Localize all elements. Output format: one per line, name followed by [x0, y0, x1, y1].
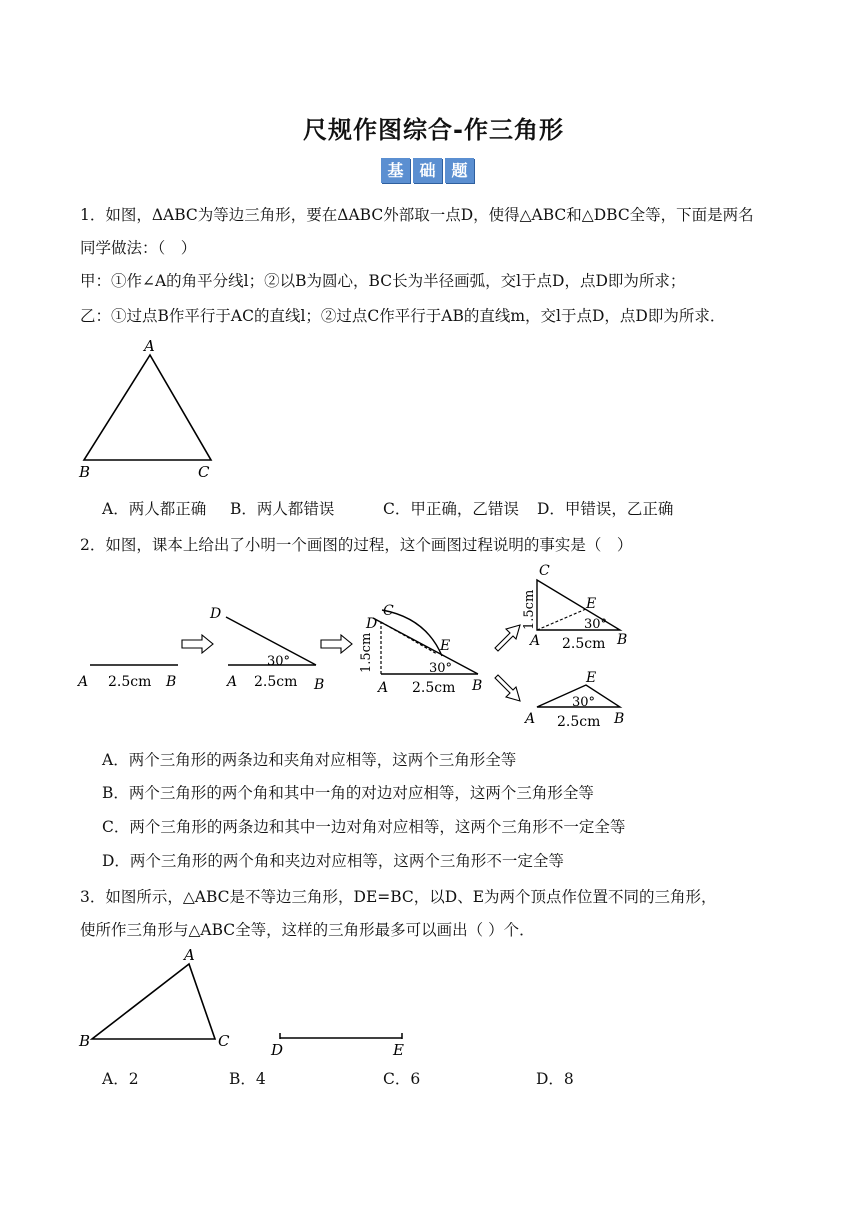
triangle-abc	[84, 355, 211, 460]
arrow-icon	[182, 635, 213, 653]
q1-line-3: 甲：①作∠A的角平分线l；②以B为圆心，BC长为半径画弧，交l于点D，点D即为所求；	[80, 272, 686, 290]
label-c: C	[383, 603, 394, 619]
label-c: C	[198, 463, 210, 481]
label-a: A	[184, 946, 195, 964]
label-a: A	[530, 633, 541, 649]
label-c: C	[539, 563, 550, 579]
q1-option-a[interactable]: A．两人都正确	[102, 500, 207, 518]
q3-line-1: 3．如图所示，△ABC是不等边三角形，DE=BC，以D、E为两个顶点作位置不同的三角形，	[80, 888, 717, 906]
label-d: D	[210, 606, 222, 622]
label-len: 2.5cm	[557, 714, 601, 730]
q1-line-4: 乙：①过点B作平行于AC的直线l；②过点C作平行于AB的直线m，交l于点D，点D即为所求．	[80, 307, 726, 325]
q1-line-2: 同学做法：（ ）	[80, 239, 197, 257]
label-c: C	[218, 1032, 230, 1050]
label-e: E	[393, 1041, 404, 1059]
q3-line-2: 使所作三角形与△ABC全等，这样的三角形最多可以画出（ ）个．	[80, 921, 535, 939]
q3-option-d[interactable]: D．8	[536, 1070, 574, 1088]
label-len: 2.5cm	[412, 680, 456, 696]
q2-figure-construction	[70, 558, 660, 738]
q3-option-c[interactable]: C．6	[383, 1070, 421, 1088]
label-angle: 30°	[572, 695, 596, 710]
q2-option-c[interactable]: C．两个三角形的两条边和其中一边对角对应相等，这两个三角形不一定全等	[102, 818, 626, 836]
level-badge	[381, 158, 474, 183]
q1-figure-triangle	[70, 335, 230, 485]
q2-line-1: 2．如图，课本上给出了小明一个画图的过程，这个画图过程说明的事实是（ ）	[80, 536, 633, 554]
label-len: 2.5cm	[562, 636, 606, 652]
badge-char: 题	[445, 158, 474, 183]
label-d: D	[271, 1041, 284, 1059]
q2-option-b[interactable]: B．两个三角形的两个角和其中一角的对边对应相等，这两个三角形全等	[102, 784, 594, 802]
q3-figure	[70, 942, 430, 1062]
label-height: 1.5cm	[522, 589, 537, 630]
label-a: A	[227, 674, 238, 690]
label-b: B	[79, 463, 91, 481]
q1-line-1: 1．如图，ΔABC为等边三角形，要在ΔABC外部取一点D，使得△ABC和△DBC全等，下面是两名	[80, 206, 754, 224]
label-e: E	[440, 638, 451, 654]
label-b: B	[79, 1032, 91, 1050]
label-angle: 30°	[584, 617, 608, 632]
label-b: B	[614, 711, 625, 727]
label-a: A	[525, 711, 536, 727]
label-b: B	[472, 678, 483, 694]
label-a: A	[78, 674, 89, 690]
arrow-icon	[495, 675, 520, 701]
label-a: A	[378, 680, 389, 696]
arrow-icon	[321, 635, 352, 653]
q2-option-a[interactable]: A．两个三角形的两条边和夹角对应相等，这两个三角形全等	[102, 751, 517, 769]
badge-char: 础	[413, 158, 442, 183]
triangle-abc	[92, 964, 215, 1039]
label-len: 2.5cm	[108, 674, 152, 690]
label-b: B	[314, 677, 325, 693]
label-e: E	[586, 596, 597, 612]
arrow-icon	[495, 625, 520, 651]
label-b: B	[617, 632, 628, 648]
label-d: D	[366, 616, 378, 632]
q3-option-a[interactable]: A．2	[102, 1070, 139, 1088]
q1-option-c[interactable]: C．甲正确，乙错误	[383, 500, 519, 518]
badge-char: 基	[381, 158, 410, 183]
q3-option-b[interactable]: B．4	[229, 1070, 266, 1088]
label-a: A	[144, 337, 155, 355]
q1-option-b[interactable]: B．两人都错误	[230, 500, 335, 518]
page-title: 尺规作图综合-作三角形	[303, 116, 564, 144]
label-height: 1.5cm	[359, 632, 374, 673]
label-angle: 30°	[429, 661, 453, 676]
q1-option-d[interactable]: D．甲错误，乙正确	[537, 500, 674, 518]
q2-option-d[interactable]: D．两个三角形的两个角和夹边对应相等，这两个三角形不一定全等	[102, 852, 564, 870]
label-b: B	[166, 674, 177, 690]
label-len: 2.5cm	[254, 674, 298, 690]
label-e: E	[586, 670, 597, 686]
label-angle: 30°	[267, 654, 291, 669]
